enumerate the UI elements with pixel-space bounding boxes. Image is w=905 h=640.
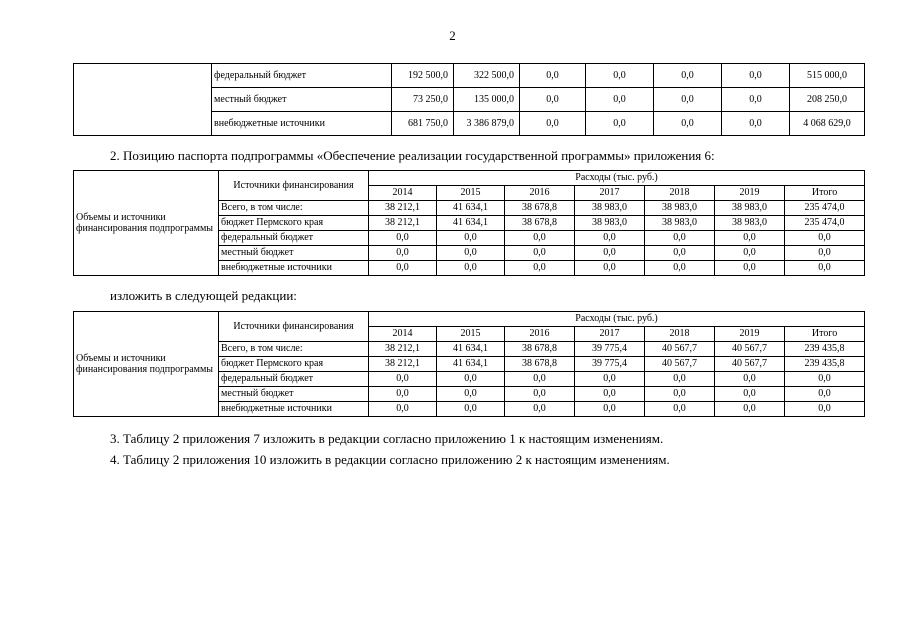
side-label: Объемы и источники финансирования подпрограммы [74,312,219,417]
year-header: 2017 [575,327,645,342]
paragraph-2: 2. Позицию паспорта подпрограммы «Обеспечение реализации государственной программы» приложения 6: [110,148,715,163]
value-cell: 0,0 [722,64,790,88]
paragraph-4: 4. Таблицу 2 приложения 10 изложить в редакции согласно приложению 2 к настоящим изменениям. [110,452,670,467]
value-cell: 0,0 [520,64,586,88]
value-cell: 40 567,7 [715,357,785,372]
value-cell: 38 983,0 [575,216,645,231]
value-cell: 515 000,0 [790,64,865,88]
value-cell: 38 983,0 [645,216,715,231]
value-cell: 0,0 [785,231,865,246]
value-cell: 0,0 [645,402,715,417]
empty-cell [74,64,212,136]
row-label: Всего, в том числе: [219,342,369,357]
value-cell: 0,0 [785,246,865,261]
value-cell: 0,0 [575,387,645,402]
expenses-header: Расходы (тыс. руб.) [369,171,865,186]
value-cell: 38 212,1 [369,201,437,216]
year-header: 2017 [575,186,645,201]
value-cell: 0,0 [437,402,505,417]
row-label: федеральный бюджет [212,64,392,88]
value-cell: 239 435,8 [785,357,865,372]
value-cell: 239 435,8 [785,342,865,357]
value-cell: 0,0 [437,231,505,246]
value-cell: 0,0 [722,112,790,136]
value-cell: 0,0 [645,246,715,261]
value-cell: 0,0 [586,112,654,136]
row-label: местный бюджет [219,387,369,402]
value-cell: 0,0 [437,387,505,402]
total-header: Итого [785,186,865,201]
year-header: 2019 [715,186,785,201]
value-cell: 0,0 [505,261,575,276]
value-cell: 0,0 [586,88,654,112]
paragraph-3: 3. Таблицу 2 приложения 7 изложить в редакции согласно приложению 1 к настоящим изменениям. [110,431,664,446]
value-cell: 235 474,0 [785,201,865,216]
value-cell: 41 634,1 [437,342,505,357]
value-cell: 0,0 [575,261,645,276]
value-cell: 40 567,7 [645,342,715,357]
value-cell: 38 212,1 [369,342,437,357]
paragraph-edit: изложить в следующей редакции: [110,288,297,303]
total-header: Итого [785,327,865,342]
row-label: внебюджетные источники [219,261,369,276]
year-header: 2014 [369,327,437,342]
value-cell: 0,0 [715,387,785,402]
value-cell: 0,0 [505,372,575,387]
value-cell: 0,0 [369,372,437,387]
value-cell: 0,0 [654,64,722,88]
value-cell: 38 983,0 [715,201,785,216]
value-cell: 0,0 [715,402,785,417]
value-cell: 39 775,4 [575,342,645,357]
value-cell: 192 500,0 [392,64,454,88]
value-cell: 322 500,0 [454,64,520,88]
value-cell: 135 000,0 [454,88,520,112]
year-header: 2014 [369,186,437,201]
value-cell: 0,0 [654,112,722,136]
value-cell: 0,0 [722,88,790,112]
value-cell: 73 250,0 [392,88,454,112]
value-cell: 0,0 [645,387,715,402]
value-cell: 0,0 [645,261,715,276]
value-cell: 0,0 [785,372,865,387]
value-cell: 681 750,0 [392,112,454,136]
row-label: Всего, в том числе: [219,201,369,216]
value-cell: 4 068 629,0 [790,112,865,136]
side-label: Объемы и источники финансирования подпрограммы [74,171,219,276]
expenses-header: Расходы (тыс. руб.) [369,312,865,327]
value-cell: 0,0 [369,402,437,417]
value-cell: 38 678,8 [505,342,575,357]
table-row [74,64,865,88]
value-cell: 0,0 [575,231,645,246]
value-cell: 0,0 [645,372,715,387]
value-cell: 0,0 [575,246,645,261]
value-cell: 0,0 [645,231,715,246]
year-header: 2016 [505,327,575,342]
value-cell: 40 567,7 [645,357,715,372]
year-header: 2018 [645,327,715,342]
value-cell: 0,0 [520,112,586,136]
value-cell: 41 634,1 [437,216,505,231]
value-cell: 235 474,0 [785,216,865,231]
value-cell: 0,0 [785,261,865,276]
value-cell: 41 634,1 [437,201,505,216]
year-header: 2015 [437,327,505,342]
value-cell: 208 250,0 [790,88,865,112]
value-cell: 0,0 [785,402,865,417]
value-cell: 0,0 [369,387,437,402]
value-cell: 0,0 [437,246,505,261]
value-cell: 38 983,0 [715,216,785,231]
funding-table-continuation [73,63,865,136]
sources-header: Источники финансирования [219,171,369,201]
value-cell: 41 634,1 [437,357,505,372]
value-cell: 0,0 [505,387,575,402]
value-cell: 38 212,1 [369,216,437,231]
value-cell: 0,0 [654,88,722,112]
row-label: внебюджетные источники [212,112,392,136]
value-cell: 0,0 [586,64,654,88]
year-header: 2016 [505,186,575,201]
value-cell: 38 983,0 [645,201,715,216]
value-cell: 0,0 [437,372,505,387]
value-cell: 0,0 [715,372,785,387]
value-cell: 38 212,1 [369,357,437,372]
year-header: 2015 [437,186,505,201]
value-cell: 38 678,8 [505,201,575,216]
value-cell: 0,0 [715,246,785,261]
value-cell: 38 678,8 [505,357,575,372]
value-cell: 0,0 [369,261,437,276]
value-cell: 0,0 [505,246,575,261]
value-cell: 0,0 [505,402,575,417]
value-cell: 0,0 [505,231,575,246]
year-header: 2018 [645,186,715,201]
year-header: 2019 [715,327,785,342]
value-cell: 3 386 879,0 [454,112,520,136]
row-label: бюджет Пермского края [219,216,369,231]
value-cell: 0,0 [715,261,785,276]
page-number: 2 [449,28,456,43]
value-cell: 0,0 [520,88,586,112]
value-cell: 40 567,7 [715,342,785,357]
funding-table-current [73,170,865,276]
value-cell: 38 983,0 [575,201,645,216]
value-cell: 38 678,8 [505,216,575,231]
row-label: федеральный бюджет [219,372,369,387]
row-label: местный бюджет [212,88,392,112]
row-label: местный бюджет [219,246,369,261]
value-cell: 39 775,4 [575,357,645,372]
value-cell: 0,0 [437,261,505,276]
row-label: федеральный бюджет [219,231,369,246]
row-label: внебюджетные источники [219,402,369,417]
value-cell: 0,0 [575,372,645,387]
sources-header: Источники финансирования [219,312,369,342]
row-label: бюджет Пермского края [219,357,369,372]
funding-table-new [73,311,865,417]
value-cell: 0,0 [369,231,437,246]
value-cell: 0,0 [369,246,437,261]
value-cell: 0,0 [785,387,865,402]
value-cell: 0,0 [575,402,645,417]
value-cell: 0,0 [715,231,785,246]
